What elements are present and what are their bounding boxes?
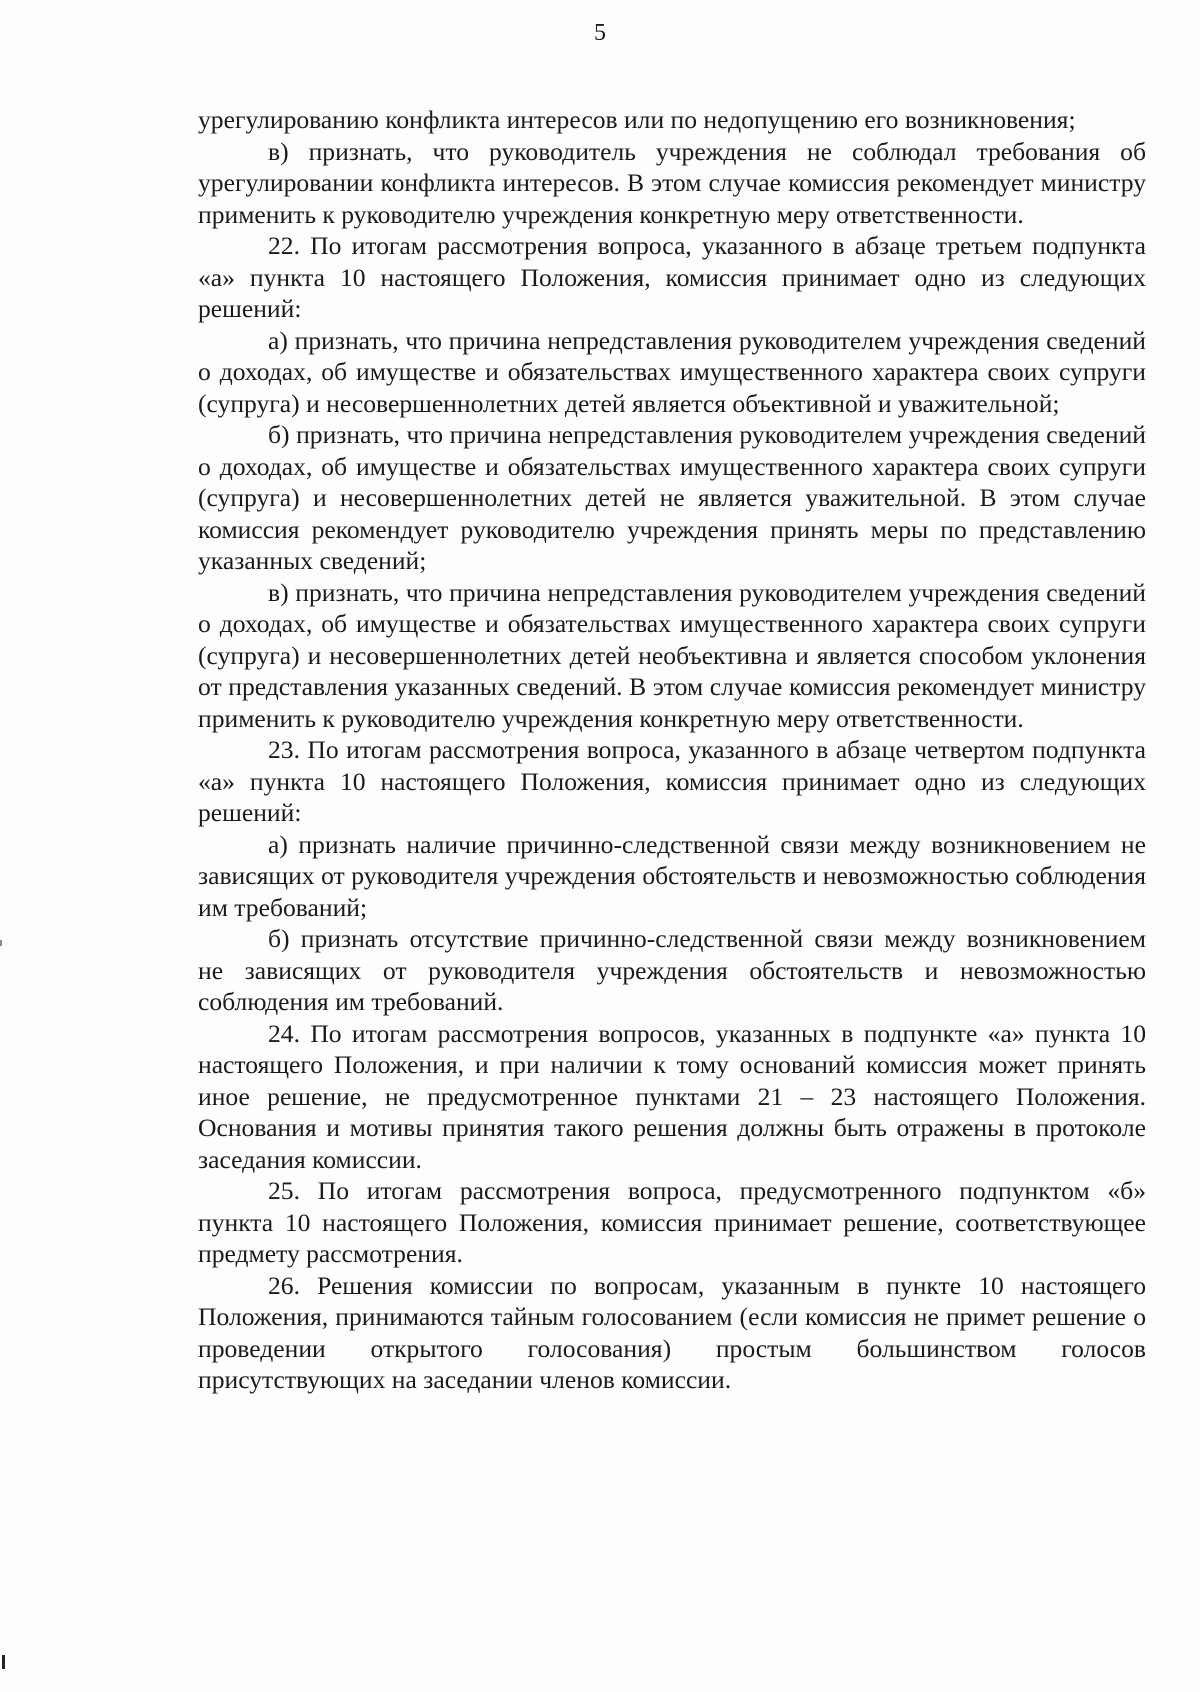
paragraph-26: 26. Решения комиссии по вопросам, указанным в пункте 10 настоящего Положения, принимаются тайным голосованием (если комиссия не примет решение о проведении открытого голосования) простым большинством голосов присутствующих на заседании членов комиссии. — [198, 1270, 1146, 1394]
paragraph-21-v: в) признать, что руководитель учреждения не соблюдал требования об урегулировании конфликта интересов. В этом случае комиссия рекомендует министру применить к руководителю учреждения конкретную меру ответственности. — [198, 136, 1146, 229]
paragraph-22-v: в) признать, что причина непредставления руководителем учреждения сведений о доходах, об имуществе и обязательствах имущественного характера своих супруги (супруга) и несовершеннолетних детей необъективна и является способом уклонения от представления указанных сведений. В этом случае комиссия рекомендует министру применить к руководителю учреждения конкретную меру ответственности. — [198, 577, 1146, 733]
paragraph-25: 25. По итогам рассмотрения вопроса, предусмотренного подпунктом «б» пункта 10 настоящего Положения, комиссия принимает решение, соответствующее предмету рассмотрения. — [198, 1176, 1146, 1268]
paragraph-23: 23. По итогам рассмотрения вопроса, указанного в абзаце четвертом подпункта «а» пункта 10 настоящего Положения, комиссия принимает одно из следующих решений: — [198, 735, 1146, 827]
paragraph-24: 24. По итогам рассмотрения вопросов, указанных в подпункте «а» пункта 10 настоящего Положения, и при наличии к тому оснований комиссия может принять иное решение, не предусмотренное пунктами 21 – 23 настоящего Положения. Основания и мотивы принятия такого решения должны быть отражены в протоколе заседания комиссии. — [198, 1018, 1146, 1174]
paragraph-22: 22. По итогам рассмотрения вопроса, указанного в абзаце третьем подпункта «а» пункта 10 настоящего Положения, комиссия принимает одно из следующих решений: — [198, 231, 1146, 323]
page-number: 5 — [594, 20, 606, 46]
scan-speck — [2, 1655, 5, 1669]
paragraph-23-b: б) признать отсутствие причинно-следственной связи между возникновением не зависящих от руководителя учреждения обстоятельств и невозможностью соблюдения им требований. — [198, 924, 1146, 1016]
paragraph-22-a: а) признать, что причина непредставления руководителем учреждения сведений о доходах, об имуществе и обязательствах имущественного характера своих супруги (супруга) и несовершеннолетних детей является объективной и уважительной; — [198, 325, 1146, 418]
paragraph-continuation: урегулированию конфликта интересов или по недопущению его возникновения; — [198, 105, 1076, 134]
paragraph-22-b: б) признать, что причина непредставления руководителем учреждения сведений о доходах, об имуществе и обязательствах имущественного характера своих супруги (супруга) и несовершеннолетних детей не является уважительной. В этом случае комиссия рекомендует руководителю учреждения принять меры по представлению указанных сведений; — [198, 420, 1146, 575]
paragraph-23-a: а) признать наличие причинно-следственной связи между возникновением не зависящих от руководителя учреждения обстоятельств и невозможностью соблюдения им требований; — [198, 829, 1146, 922]
document-body — [198, 104, 1146, 1396]
scan-speck — [0, 940, 2, 946]
